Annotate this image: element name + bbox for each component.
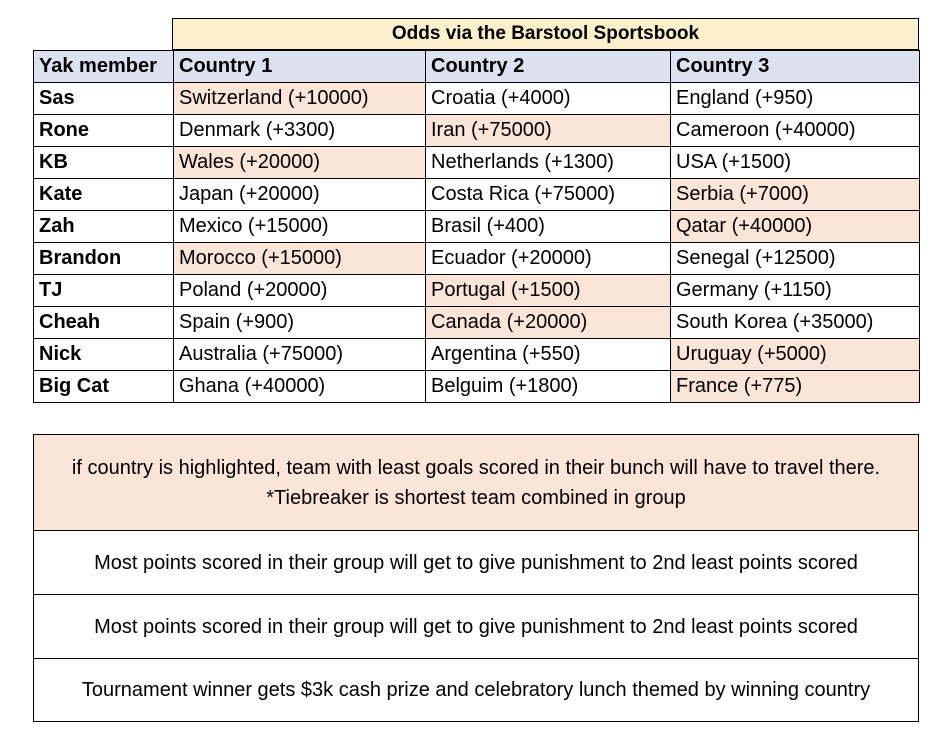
odds-title: Odds via the Barstool Sportsbook [172, 18, 919, 50]
country-3-cell: Uruguay (+5000) [671, 339, 920, 371]
country-2-cell: Argentina (+550) [426, 339, 671, 371]
country-3-cell: Qatar (+40000) [671, 211, 920, 243]
country-2-cell: Iran (+75000) [426, 115, 671, 147]
table-row [34, 211, 920, 243]
yak-member-name: Nick [34, 339, 174, 371]
header-country-3: Country 3 [671, 51, 920, 83]
country-3-cell: France (+775) [671, 371, 920, 403]
yak-member-name: KB [34, 147, 174, 179]
country-1-cell: Denmark (+3300) [174, 115, 426, 147]
rule-3: Most points scored in their group will get to give punishment to 2nd least points scored [34, 595, 918, 659]
country-3-cell: Germany (+1150) [671, 275, 920, 307]
country-3-cell: South Korea (+35000) [671, 307, 920, 339]
country-2-cell: Netherlands (+1300) [426, 147, 671, 179]
table-row [34, 179, 920, 211]
odds-table [33, 50, 920, 403]
country-3-cell: Senegal (+12500) [671, 243, 920, 275]
country-2-cell: Ecuador (+20000) [426, 243, 671, 275]
country-1-cell: Wales (+20000) [174, 147, 426, 179]
country-1-cell: Ghana (+40000) [174, 371, 426, 403]
rule-2: Most points scored in their group will get to give punishment to 2nd least points scored [34, 531, 918, 595]
country-1-cell: Mexico (+15000) [174, 211, 426, 243]
header-country-2: Country 2 [426, 51, 671, 83]
table-row [34, 147, 920, 179]
yak-member-name: Cheah [34, 307, 174, 339]
country-3-cell: Cameroon (+40000) [671, 115, 920, 147]
table-header-row [34, 51, 920, 83]
country-1-cell: Australia (+75000) [174, 339, 426, 371]
table-row [34, 339, 920, 371]
country-1-cell: Spain (+900) [174, 307, 426, 339]
table-row [34, 371, 920, 403]
country-2-cell: Canada (+20000) [426, 307, 671, 339]
header-yak-member: Yak member [34, 51, 174, 83]
yak-member-name: Kate [34, 179, 174, 211]
country-2-cell: Croatia (+4000) [426, 83, 671, 115]
header-country-1: Country 1 [174, 51, 426, 83]
country-1-cell: Switzerland (+10000) [174, 83, 426, 115]
table-row [34, 275, 920, 307]
yak-member-name: Zah [34, 211, 174, 243]
country-2-cell: Belguim (+1800) [426, 371, 671, 403]
rule-4: Tournament winner gets $3k cash prize and celebratory lunch themed by winning country [81, 679, 871, 701]
country-1-cell: Poland (+20000) [174, 275, 426, 307]
country-3-cell: Serbia (+7000) [671, 179, 920, 211]
table-row [34, 83, 920, 115]
table-row [34, 307, 920, 339]
country-1-cell: Japan (+20000) [174, 179, 426, 211]
country-2-cell: Portugal (+1500) [426, 275, 671, 307]
yak-member-name: Sas [34, 83, 174, 115]
table-row [34, 243, 920, 275]
yak-member-name: Brandon [34, 243, 174, 275]
table-row [34, 115, 920, 147]
yak-member-name: Rone [34, 115, 174, 147]
country-3-cell: England (+950) [671, 83, 920, 115]
rule-1: if country is highlighted, team with least goals scored in their bunch will have to travel there. *Tiebreaker is shortest team combined in group [34, 435, 918, 531]
yak-member-name: Big Cat [34, 371, 174, 403]
country-1-cell: Morocco (+15000) [174, 243, 426, 275]
rules-box [33, 434, 919, 722]
country-3-cell: USA (+1500) [671, 147, 920, 179]
country-2-cell: Costa Rica (+75000) [426, 179, 671, 211]
yak-member-name: TJ [34, 275, 174, 307]
country-2-cell: Brasil (+400) [426, 211, 671, 243]
